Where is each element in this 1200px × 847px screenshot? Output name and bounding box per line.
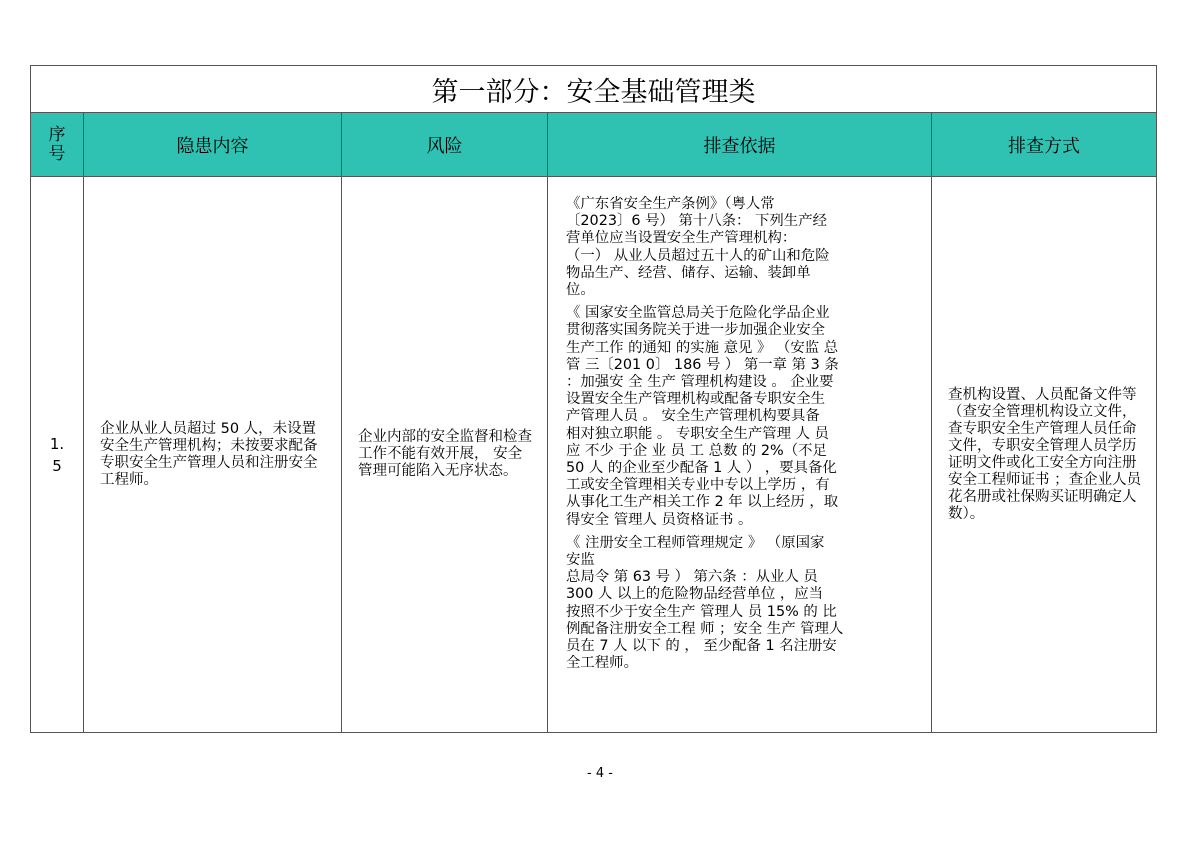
row-hazard-cell xyxy=(84,177,342,733)
section-title: 第一部分：安全基础管理类 xyxy=(31,66,1157,113)
page-number: - 4 - xyxy=(587,766,613,781)
inspection-table xyxy=(30,65,1157,733)
basis-clause: 《 注册安全工程师管理规定 》 （原国家 安监 总局令 第 63 号 ） 第六条 ：从业人 员 300 人 以上的危险物品经营单位 ，应当 按照不少于安全生产 管理人 员 15% 的 比 例配备注册安全工程 师 ；安全 生产 管理人 员在 7 人 以下 的 ， 至少配备 1 名注册安 全工程师。 xyxy=(566,534,844,672)
row-seq: 1. 5 xyxy=(31,177,84,733)
header-basis: 排查依据 xyxy=(548,113,932,177)
row-risk-cell xyxy=(342,177,548,733)
table-row xyxy=(31,177,1157,733)
header-row xyxy=(31,113,1157,177)
header-method: 排查方式 xyxy=(932,113,1157,177)
row-method: 查机构设置、人员配备文件等（查安全管理机构设立文件，查专职安全生产管理人员任命文件，专职安全管理人员学历证明文件或化工安全方向注册安全工程师证书 ；查企业人员花名册或社保购买证明确定人数）。 xyxy=(948,386,1142,522)
basis-clause: 《广东省安全生产条例》（粤人常 〔2023〕6 号） 第十八条： 下列生产经 营单位应当设置安全生产管理机构： （一） 从业人员超过五十人的矿山和危险 物品生产、经营、储存、运输、装卸单 位。 xyxy=(566,196,830,299)
row-basis-cell xyxy=(548,177,932,733)
row-risk: 企业内部的安全监督和检查工作不能有效开展， 安全管理可能陷入无序状态。 xyxy=(358,429,532,479)
row-hazard: 企业从业人员超过 50 人，未设置安全生产管理机构；未按要求配备专职安全生产管理人员和注册安全工程师。 xyxy=(100,420,318,488)
row-method-cell xyxy=(932,177,1157,733)
header-risk: 风险 xyxy=(342,113,548,177)
basis-clause: 《 国家安全监管总局关于危险化学品企业 贯彻落实国务院关于进一步加强企业安全 生产工作 的通知 的实施 意见 》 （安监 总 管 三〔201 0〕 186 号 ） 第一章 第 3 条 ：加强安 全 生产 管理机构建设 。 企业要 设置安全生产管理机构或配备专职安全生 产管理人员 。 安全生产管理机构要具备 相对独立职能 。 专职安全生产管理 人 员 应 不少 于企 业 员 工 总数 的 2%（不足 50 人 的企业至少配备 1 人 ） ，要具备化 工或安全管理相关专业中专以上学历 ，有 从事化工生产相关工作 2 年 以上经历 ，取 得安全 管理人 员资格证书 。 xyxy=(566,305,839,528)
header-hazard: 隐患内容 xyxy=(84,113,342,177)
header-seq: 序 号 xyxy=(31,113,84,177)
